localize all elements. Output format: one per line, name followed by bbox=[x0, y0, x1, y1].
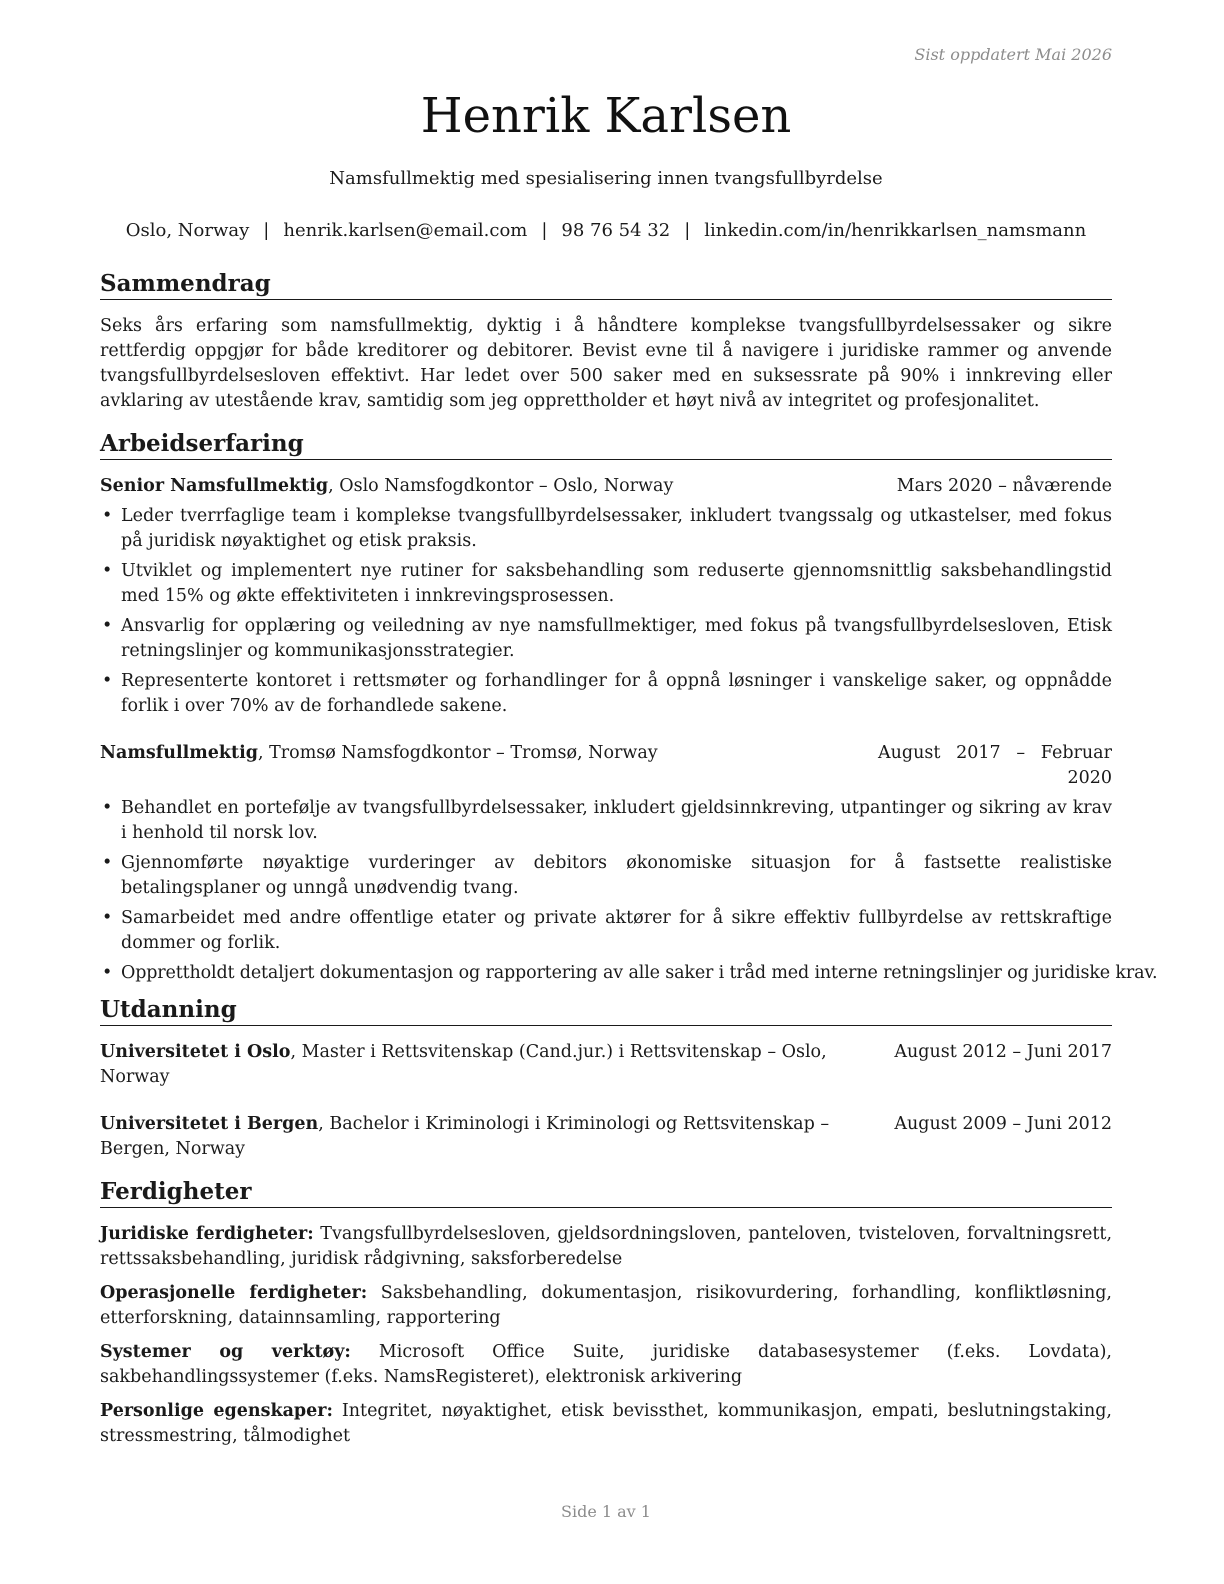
job-dates: August 2017 – Februar 2020 bbox=[878, 743, 1112, 788]
job-bullet: • Behandlet en portefølje av tvangsfullbyrdelsessaker, inkludert gjeldsinnkreving, utpantinger og sikring av krav i henhold til norsk lov. bbox=[100, 796, 1112, 846]
experience-section bbox=[100, 430, 1158, 986]
skill-label: Systemer og verktøy: bbox=[100, 1342, 351, 1362]
job-bullet: • Representerte kontoret i rettsmøter og forhandlinger for å oppnå løsninger i vanskelige saker, og oppnådde forlik i over 70% av de forhandlede sakene. bbox=[100, 669, 1112, 719]
skill-text: Microsoft Office Suite, juridiske databasesystemer (f.eks. Lovdata), sakbehandlingssystemer (f.eks. NamsRegisteret), elektronisk arkivering bbox=[100, 1342, 1112, 1387]
job-org: , Oslo Namsfogdkontor – Oslo, Norway bbox=[328, 476, 674, 496]
contact-phone: 98 76 54 32 bbox=[561, 220, 671, 241]
section-title-experience: Arbeidserfaring bbox=[100, 430, 1112, 460]
section-title-education: Utdanning bbox=[100, 996, 1112, 1026]
job-bullet: • Samarbeidet med andre offentlige etater og private aktører for å sikre effektiv fullbyrdelse av rettskraftige dommer og forlik. bbox=[100, 906, 1112, 956]
resume-content bbox=[100, 270, 1158, 1458]
contact-separator: | bbox=[541, 220, 548, 241]
education-detail: , Bachelor i Kriminologi i Kriminologi og Rettsvitenskap – Bergen, Norway bbox=[100, 1114, 830, 1159]
section-title-summary: Sammendrag bbox=[100, 270, 1112, 300]
job-bullet: • Opprettholdt detaljert dokumentasjon og rapportering av alle saker i tråd med interne retningslinjer og juridiske krav. bbox=[100, 961, 1112, 986]
job-bullet: • Gjennomførte nøyaktige vurderinger av debitors økonomiske situasjon for å fastsette realistiske betalingsplaner og unngå unødvendig tvang. bbox=[100, 851, 1112, 901]
skill-label: Juridiske ferdigheter: bbox=[100, 1224, 314, 1244]
candidate-headline: Namsfullmektig med spesialisering innen tvangsfullbyrdelse bbox=[329, 168, 883, 189]
section-title-skills: Ferdigheter bbox=[100, 1178, 1112, 1208]
skills-section bbox=[100, 1178, 1112, 1449]
resume-page bbox=[100, 0, 1158, 1584]
education-dates: August 2012 – Juni 2017 bbox=[894, 1042, 1112, 1062]
contact-email[interactable]: henrik.karlsen@email.com bbox=[283, 220, 528, 241]
skill-group bbox=[100, 1281, 1112, 1331]
last-updated: Sist oppdatert Mai 2026 bbox=[914, 45, 1112, 64]
job-role: Senior Namsfullmektig bbox=[100, 476, 329, 496]
contact-linkedin[interactable]: linkedin.com/in/henrikkarlsen_namsmann bbox=[704, 220, 1087, 241]
job-entry bbox=[100, 741, 1158, 986]
job-bullet: • Utviklet og implementert nye rutiner for saksbehandling som reduserte gjennomsnittlig saksbehandlingstid med 15% og økte effektiviteten i innkrevingsprosessen. bbox=[100, 559, 1112, 609]
skill-label: Personlige egenskaper: bbox=[100, 1401, 333, 1421]
skill-text: Tvangsfullbyrdelsesloven, gjeldsordningsloven, panteloven, tvisteloven, forvaltningsrett, rettssaksbehandling, juridisk rådgivning, saksforberedelse bbox=[100, 1224, 1113, 1269]
contact-location: Oslo, Norway bbox=[125, 220, 250, 241]
candidate-name: Henrik Karlsen bbox=[420, 88, 792, 144]
job-entry bbox=[100, 474, 1112, 719]
education-entry bbox=[100, 1112, 1112, 1162]
summary-section bbox=[100, 270, 1112, 414]
skill-text: Integritet, nøyaktighet, etisk bevissthet, kommunikasjon, empati, beslutningstaking, stressmestring, tålmodighet bbox=[100, 1401, 1112, 1446]
skill-label: Operasjonelle ferdigheter: bbox=[100, 1283, 368, 1303]
education-school: Universitetet i Oslo bbox=[100, 1042, 291, 1062]
education-dates: August 2009 – Juni 2012 bbox=[894, 1114, 1112, 1134]
job-org: , Tromsø Namsfogdkontor – Tromsø, Norway bbox=[258, 743, 658, 763]
summary-text: Seks års erfaring som namsfullmektig, dyktig i å håndtere komplekse tvangsfullbyrdelsessaker og sikre rettferdig oppgjør for både kreditorer og debitorer. Bevist evne til å navigere i juridiske rammer og anvende tvangsfullbyrdelsesloven effektivt. Har ledet over 500 saker med en suksessrate på 90% i innkreving eller avklaring av utestående krav, samtidig som jeg opprettholder et høyt nivå av integritet og profesjonalitet. bbox=[100, 316, 1112, 411]
education-school: Universitetet i Bergen bbox=[100, 1114, 319, 1134]
education-section bbox=[100, 996, 1112, 1162]
contact-separator: | bbox=[684, 220, 691, 241]
skill-group bbox=[100, 1340, 1112, 1390]
skill-group bbox=[100, 1222, 1112, 1272]
skill-group bbox=[100, 1399, 1112, 1449]
job-bullet: • Ansvarlig for opplæring og veiledning av nye namsfullmektiger, med fokus på tvangsfullbyrdelsesloven, Etisk retningslinjer og kommunikasjonsstrategier. bbox=[100, 614, 1112, 664]
job-bullets bbox=[100, 796, 1158, 986]
education-entry bbox=[100, 1040, 1112, 1090]
job-role: Namsfullmektig bbox=[100, 743, 258, 763]
page-footer: Side 1 av 1 bbox=[561, 1502, 651, 1521]
job-bullet: • Leder tverrfaglige team i komplekse tvangsfullbyrdelsessaker, inkludert tvangssalg og utkastelser, med fokus på juridisk nøyaktighet og etisk praksis. bbox=[100, 504, 1112, 554]
contact-separator: | bbox=[263, 220, 270, 241]
contact-line bbox=[100, 220, 1112, 241]
job-bullets bbox=[100, 504, 1112, 719]
job-dates: Mars 2020 – nåværende bbox=[896, 476, 1112, 496]
skill-text: Saksbehandling, dokumentasjon, risikovurdering, forhandling, konfliktløsning, etterforskning, datainnsamling, rapportering bbox=[100, 1283, 1112, 1328]
education-detail: , Master i Rettsvitenskap (Cand.jur.) i Rettsvitenskap – Oslo, Norway bbox=[100, 1042, 827, 1087]
